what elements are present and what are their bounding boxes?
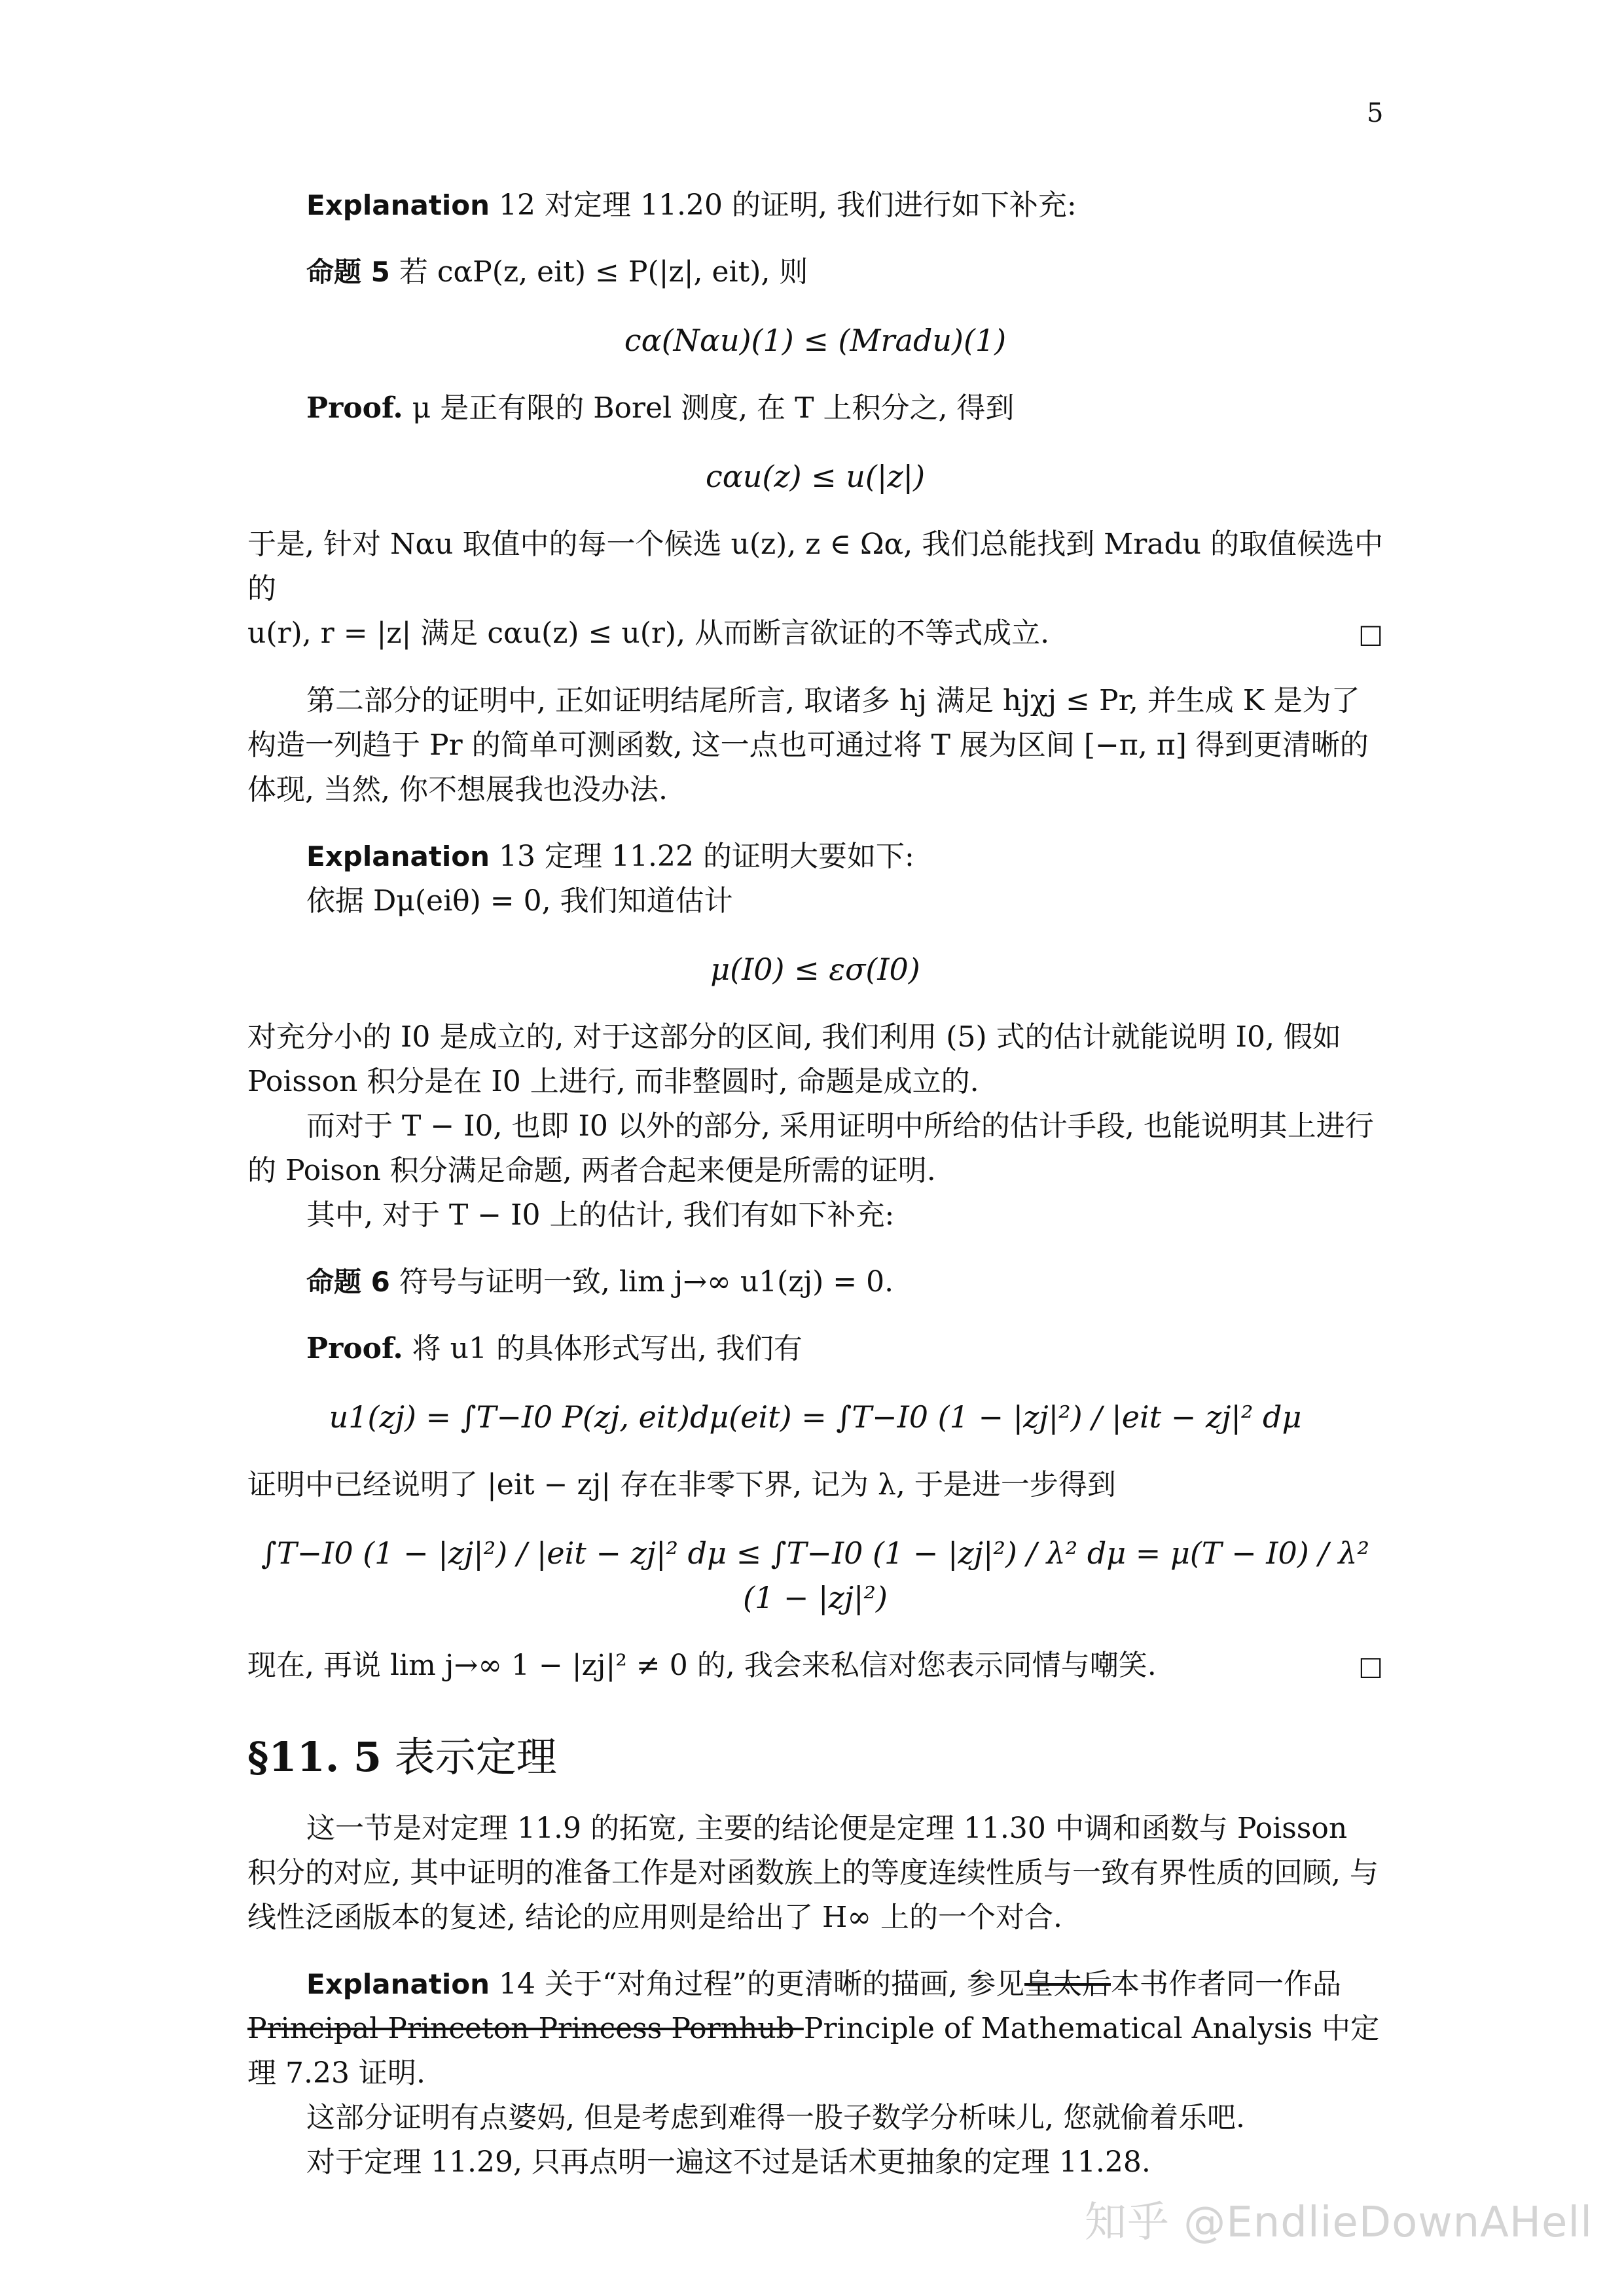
explanation-label: Explanation bbox=[306, 1968, 490, 2000]
paragraph: 这一节是对定理 11.9 的拓宽, 主要的结论便是定理 11.30 中调和函数与 Poisson 积分的对应, 其中证明的准备工作是对函数族上的等度连续性质与一致有界性质的回顾, 与线性泛函版本的复述, 结论的应用则是给出了 H∞ 上的一个对合. bbox=[247, 1812, 1379, 1934]
display-equation: μ(I0) ≤ εσ(I0) bbox=[710, 952, 920, 987]
paragraph-text: 现在, 再说 lim j→∞ 1 − |zj|² ≠ 0 的, 我会来私信对您表示同情与嘲笑. bbox=[247, 1649, 1157, 1682]
paragraph: 而对于 T − I0, 也即 I0 以外的部分, 采用证明中所给的估计手段, 也能说明其上进行的 Poison 积分满足命题, 两者合起来便是所需的证明. bbox=[247, 1109, 1374, 1187]
section-number: §11. 5 bbox=[247, 1733, 382, 1781]
paragraph: 其中, 对于 T − I0 上的估计, 我们有如下补充: bbox=[306, 1198, 895, 1232]
paragraph: 于是, 针对 Nαu 取值中的每一个候选 u(z), z ∈ Ωα, 我们总能找到 Mradu 的取值候选中的 bbox=[247, 528, 1383, 605]
page-content bbox=[247, 183, 1383, 2185]
proof-text: μ 是正有限的 Borel 测度, 在 T 上积分之, 得到 bbox=[403, 391, 1015, 425]
explanation-text: 本书作者同一作品 bbox=[1110, 1967, 1341, 2001]
proof-paragraph bbox=[247, 386, 1383, 431]
explanation-label: Explanation bbox=[306, 840, 490, 872]
display-equation: cα(Nαu)(1) ≤ (Mradu)(1) bbox=[624, 323, 1007, 358]
proposition-label: 命题 6 bbox=[306, 1266, 390, 1298]
struck-text: Principal Princeton Princess Pornhub bbox=[247, 2012, 804, 2045]
paragraph-last-line bbox=[247, 611, 1383, 656]
explanation-text: 14 关于“对角过程”的更清晰的描画, 参见 bbox=[490, 1967, 1024, 2001]
paragraph: 对充分小的 I0 是成立的, 对于这部分的区间, 我们利用 (5) 式的估计就能说明 I0, 假如 Poisson 积分是在 I0 上进行, 而非整圆时, 命题是成立的. bbox=[247, 1020, 1341, 1098]
proposition-text: 若 cαP(z, eit) ≤ P(|z|, eit), 则 bbox=[389, 255, 808, 289]
explanation-label: Explanation bbox=[306, 189, 490, 221]
paragraph: 对于定理 11.29, 只再点明一遍这不过是话术更抽象的定理 11.28. bbox=[306, 2145, 1151, 2179]
section-title-text: 表示定理 bbox=[382, 1733, 557, 1781]
proposition-text: 符号与证明一致, lim j→∞ u1(zj) = 0. bbox=[389, 1265, 894, 1299]
paragraph-text: u(r), r = |z| 满足 cαu(z) ≤ u(r), 从而断言欲证的不等式成立. bbox=[247, 617, 1050, 650]
display-equation: ∫T−I0 (1 − |zj|²) / |eit − zj|² dμ ≤ ∫T−I0 (1 − |zj|²) / λ² dμ = μ(T − I0) / λ² (1 − |zj|²) bbox=[261, 1535, 1369, 1615]
qed-symbol: □ bbox=[1358, 1651, 1383, 1681]
proof-label: Proof. bbox=[306, 391, 403, 425]
page-number: 5 bbox=[1367, 98, 1384, 128]
display-equation: u1(zj) = ∫T−I0 P(zj, eit)dμ(eit) = ∫T−I0 (1 − |zj|²) / |eit − zj|² dμ bbox=[329, 1399, 1302, 1435]
proposition-label: 命题 5 bbox=[306, 256, 390, 288]
explanation-13 bbox=[247, 834, 1383, 879]
paragraph: 依据 Dμ(eiθ) = 0, 我们知道估计 bbox=[306, 884, 733, 918]
proposition-6 bbox=[247, 1260, 1383, 1304]
proof-paragraph bbox=[247, 1327, 1383, 1371]
section-heading bbox=[247, 1728, 1383, 1787]
paragraph: 这部分证明有点婆妈, 但是考虑到难得一股子数学分析味儿, 您就偷着乐吧. bbox=[306, 2101, 1245, 2134]
proposition-5 bbox=[247, 250, 1383, 295]
explanation-14 bbox=[247, 1962, 1383, 2096]
explanation-text: 13 定理 11.22 的证明大要如下: bbox=[490, 840, 914, 873]
proof-text: 将 u1 的具体形式写出, 我们有 bbox=[403, 1332, 803, 1365]
watermark: 知乎 @EndlieDownAHell bbox=[1084, 2198, 1593, 2247]
explanation-text: Principle of Mathematical Analysis 中定理 7.23 证明. bbox=[247, 2012, 1380, 2090]
explanation-text: 12 对定理 11.20 的证明, 我们进行如下补充: bbox=[490, 188, 1077, 222]
qed-symbol: □ bbox=[1358, 619, 1383, 649]
paragraph: 证明中已经说明了 |eit − zj| 存在非零下界, 记为 λ, 于是进一步得到 bbox=[247, 1468, 1116, 1501]
paragraph-with-qed bbox=[247, 1643, 1383, 1689]
struck-text: 皇太后 bbox=[1024, 1967, 1111, 2001]
display-equation: cαu(z) ≤ u(|z|) bbox=[705, 459, 926, 494]
explanation-12 bbox=[247, 183, 1383, 228]
proof-label: Proof. bbox=[306, 1332, 403, 1365]
paragraph: 第二部分的证明中, 正如证明结尾所言, 取诸多 hj 满足 hjχj ≤ Pr, 并生成 K 是为了构造一列趋于 Pr 的简单可测函数, 这一点也可通过将 T 展为区间 [−π, π] 得到更清晰的体现, 当然, 你不想展我也没办法. bbox=[247, 684, 1369, 806]
